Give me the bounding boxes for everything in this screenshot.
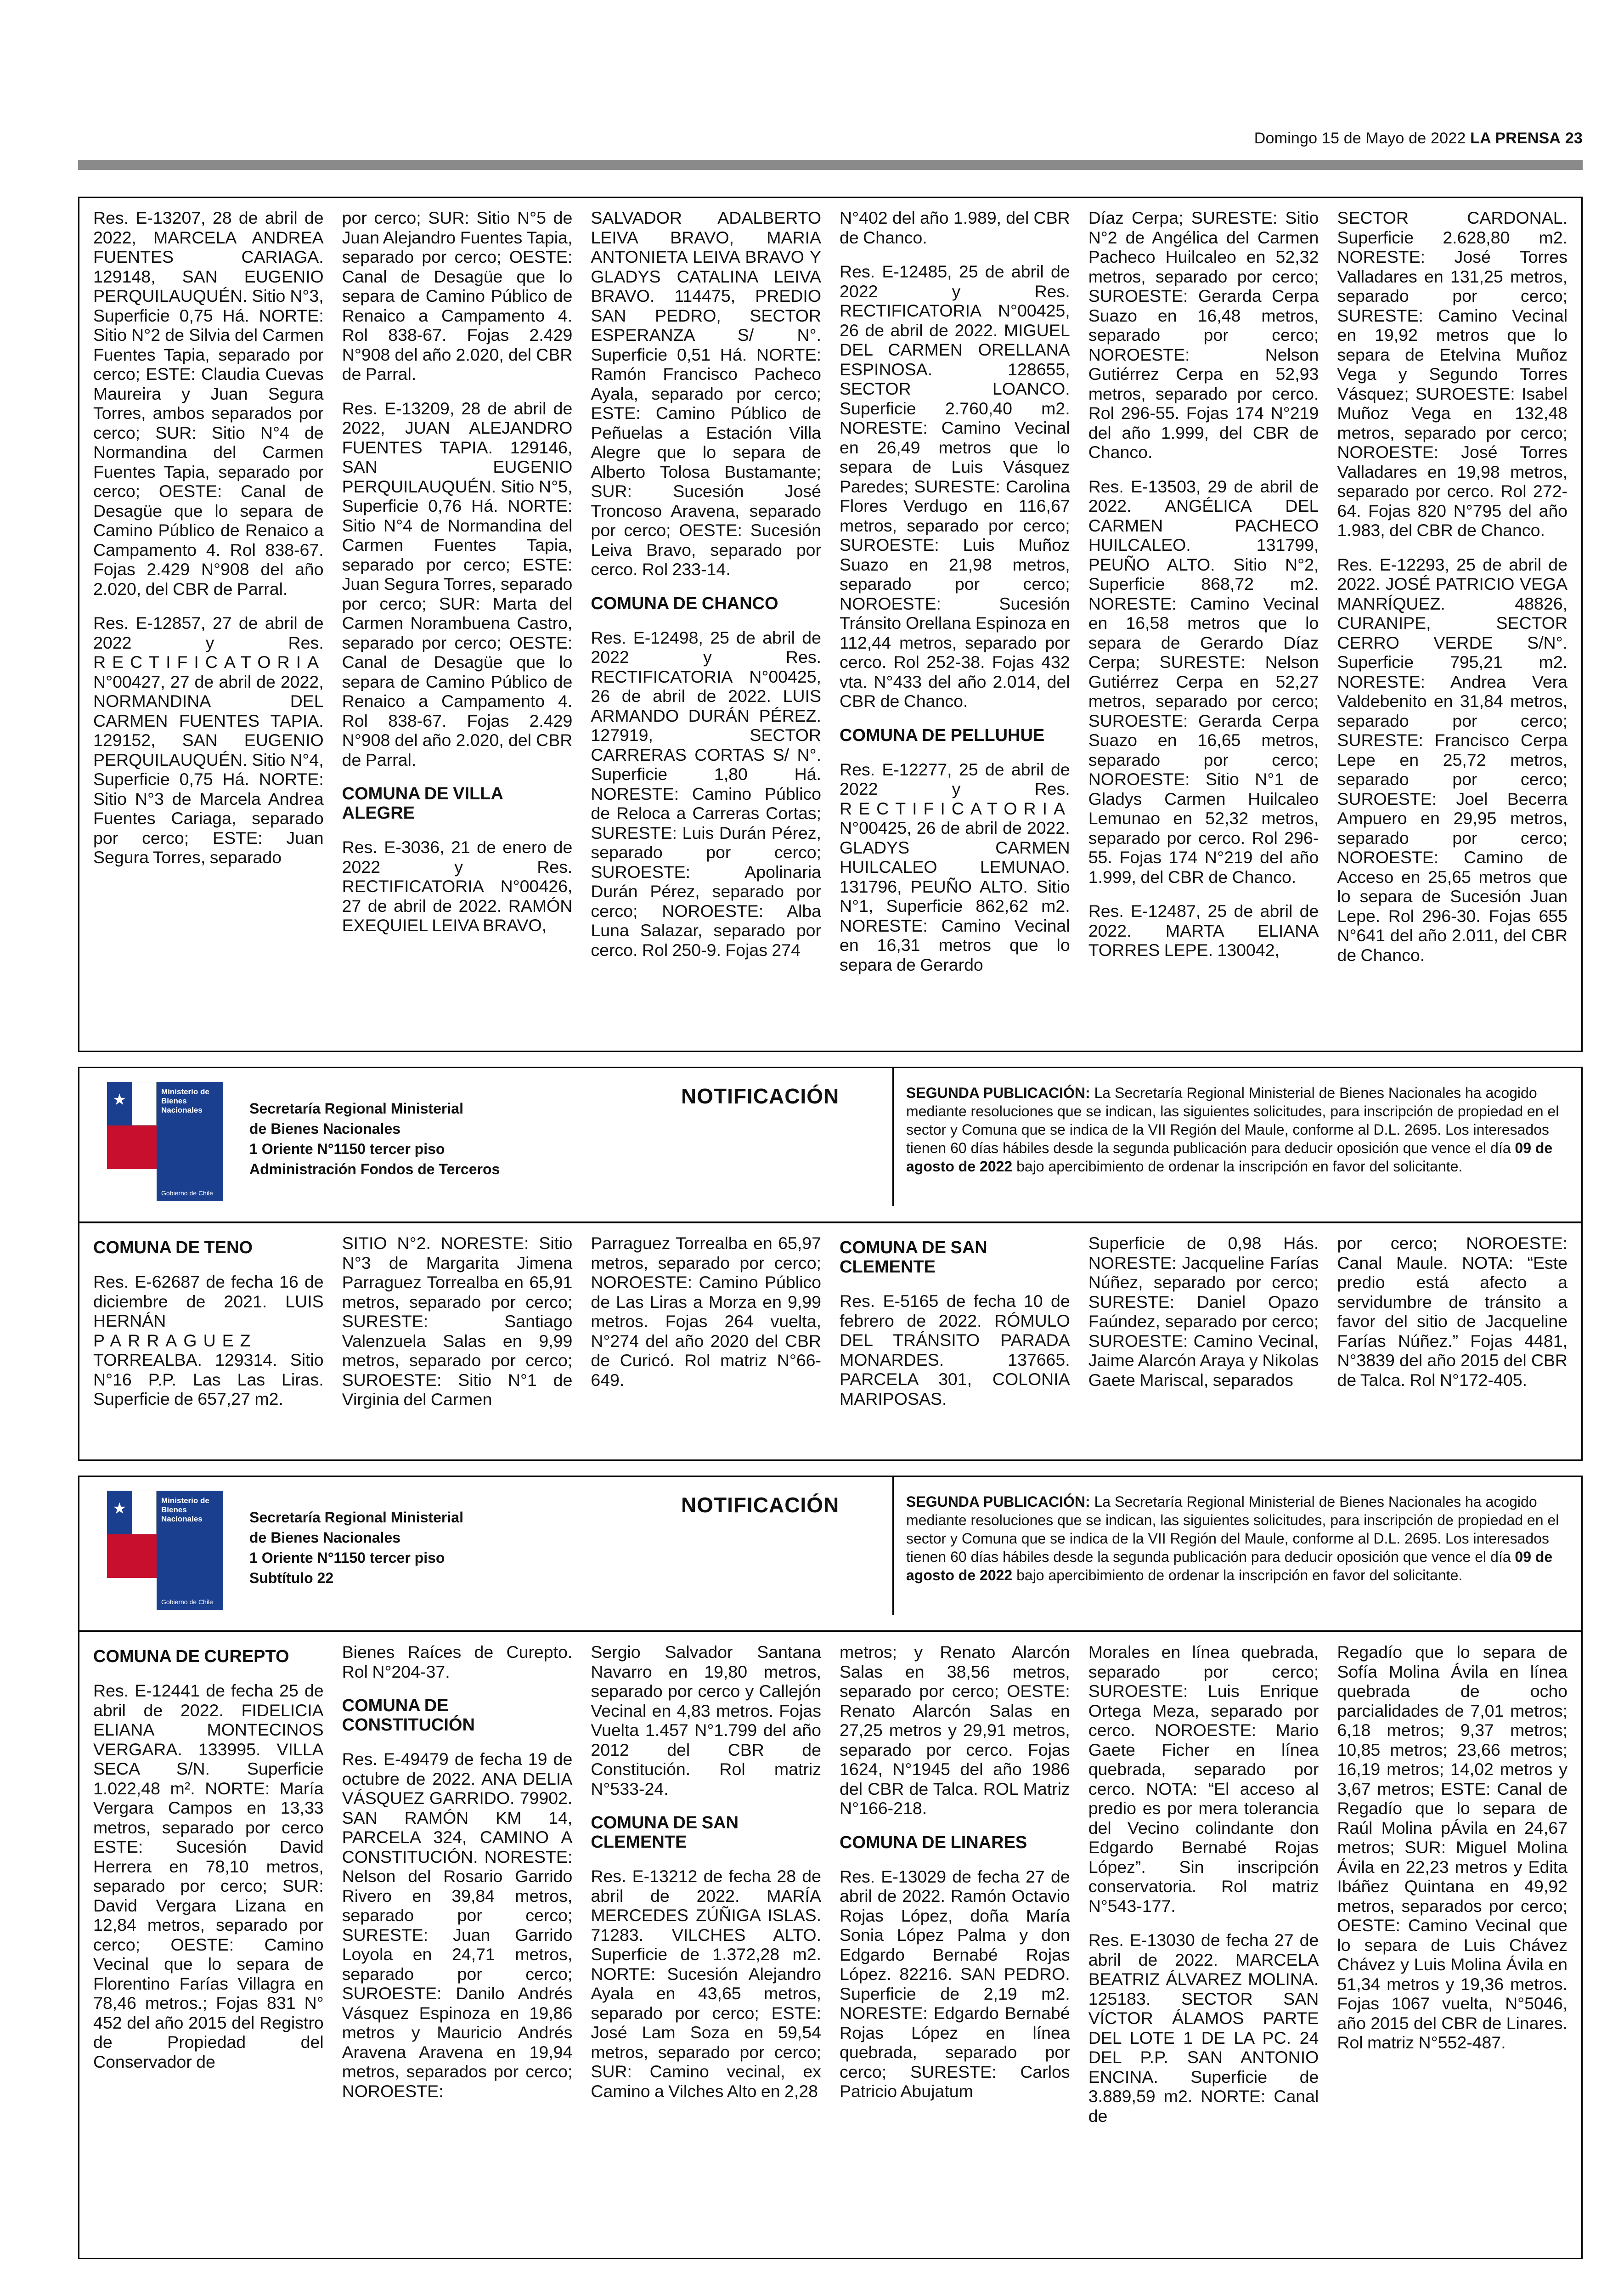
office-line: Administración Fondos de Terceros <box>249 1161 500 1177</box>
column <box>1088 208 1319 1046</box>
comuna-heading: COMUNA DE LINARES <box>840 1832 1027 1852</box>
column <box>591 208 821 1046</box>
notice-text: N°402 del año 1.989, del CBR de Chanco. <box>840 208 1070 247</box>
notification-lead: SEGUNDA PUBLICACIÓN: <box>906 1085 1090 1101</box>
notice-text: Res. E-12498, 25 de abril de 2022 y Res. RECTIFICATORIA N°00425, 26 de abril de 2022. LUIS ARMANDO DURÁN PÉREZ. 127919, SECTOR CARRERAS CORTAS S/ N°. Superficie 1,80 Há. NORESTE: Camino Público de Reloca a Carreras Cortas; SURESTE: Luis Durán Pérez, separado por cerco; SUROESTE: Apolinaria Durán Pérez, separado por cerco; NOROESTE: Alba Luna Salazar, separado por cerco. Rol 250-9. Fojas 274 <box>591 628 822 960</box>
notice-text: Res. E-12441 de fecha 25 de abril de 2022. FIDELICIA ELIANA MONTECINOS VERGARA. 133995. VILLA SECA S/N. Superficie 1.022,48 m². NORTE: María Vergara Campos en 13,33 metros, separado por cerco ESTE: Sucesión David Herrera en 78,10 metros, separado por cerco; SUR: David Vergara Lizana en 12,84 metros, separado por cerco; OESTE: Camino Vecinal que lo separa de Florentino Farías Villagra en 78,46 metros.; Fojas 831 N° 452 del año 2015 del Registro de Propiedad del Conservador de <box>93 1681 324 2071</box>
spaced-surname: PARRAGUEZ <box>93 1330 257 1350</box>
column <box>591 1233 821 1455</box>
logo-ministry-text: Ministerio de Bienes Nacionales <box>161 1087 209 1114</box>
notice-text: SECTOR CARDONAL. Superficie 2.628,80 m2. NORESTE: José Torres Valladares en 131,25 metros, separado por cerco; SURESTE: Camino Vecinal en 19,92 metros que lo separa de Etelvina Muñoz Vega y Segundo Torres Vásquez; SUROESTE: Isabel Muñoz Vega en 132,48 metros, separado por cerco; NOROESTE: José Torres Valladares en 19,98 metros, separado por cerco. Rol 272-64. Fojas 820 N°795 del año 1.983, del CBR de Chanco. <box>1337 208 1568 540</box>
column <box>1337 208 1568 1046</box>
notification-title: NOTIFICACIÓN <box>681 1493 840 1517</box>
notification-deadline: 09 de agosto de 2022 <box>906 1140 1553 1175</box>
rectificatoria-label: RECTIFICATORIA <box>840 798 1072 818</box>
office-line: de Bienes Nacionales <box>249 1120 401 1137</box>
notification-title: NOTIFICACIÓN <box>681 1084 840 1108</box>
notice-text: por cerco; NOROESTE: Canal Maule. NOTA: “Este predio está afecto a servidumbre de tránsito a favor del sitio de Jacqueline Farías Núñez.” Fojas 4481, N°3839 del año 2015 del CBR de Talca. Rol N°172-405. <box>1337 1233 1568 1390</box>
notice-text: Res. E-12485, 25 de abril de 2022 y Res. RECTIFICATORIA N°00425, 26 de abril de 2022. MIGUEL DEL CARMEN ORELLANA ESPINOSA. 128655, SECTOR LOANCO. Superficie 2.760,40 m2. NORESTE: Camino Vecinal en 26,49 metros que lo separa de Luis Vásquez Paredes; SURESTE: Carolina Flores Verdugo en 116,67 metros, separado por cerco; SUROESTE: Luis Muñoz Suazo en 21,98 metros, separado por cerco; NOROESTE: Sucesión Tránsito Orellana Espinoza en 112,44 metros, separado por cerco. Rol 252-38. Fojas 432 vta. N°433 del año 2.014, del CBR de Chanco. <box>840 262 1070 711</box>
notice-text: Res. E-13503, 29 de abril de 2022. ANGÉLICA DEL CARMEN PACHECO HUILCALEO. 131799, PEUÑO ALTO. Sitio N°2, Superficie 868,72 m2. NORESTE: Camino Vecinal en 16,58 metros que lo separa de Gerardo Díaz Cerpa; SURESTE: Nelson Gutiérrez Cerpa en 52,27 metros, separado por cerco; SUROESTE: Gerarda Cerpa Suazo en 16,65 metros, separado por cerco; NOROESTE: Sitio N°1 de Gladys Carmen Huilcaleo Lemunao en 52,32 metros, separado por cerco. Rol 296-55. Fojas 174 N°219 del año 1.999, del CBR de Chanco. <box>1088 476 1319 887</box>
chile-flag-icon: ★ <box>107 1082 157 1169</box>
notice-text: Res. E-5165 de fecha 10 de febrero de 2022. RÓMULO DEL TRÁNSITO PARADA MONARDES. 137665. PARCELA 301, COLONIA MARIPOSAS. <box>840 1291 1070 1408</box>
chile-flag-icon: ★ <box>107 1491 157 1578</box>
notification-text: La Secretaría Regional Ministerial de Bienes Nacionales ha acogido mediante resoluciones que se indican, las siguientes solicitudes, para inscripción de propiedad en el sector y Comuna que se indica de la VII Región del Maule, conforme al D.L. 2695. Los interesados tienen 60 días hábiles desde la segunda publicación para deducir oposición que vence el día <box>906 1493 1559 1565</box>
logo-ministry-text: Ministerio de Bienes Nacionales <box>161 1496 209 1523</box>
office-line: Secretaría Regional Ministerial <box>249 1509 463 1526</box>
notice-text: Bienes Raíces de Curepto. Rol N°204-37. <box>342 1642 573 1681</box>
notice-text: Res. E-13029 de fecha 27 de abril de 2022. Ramón Octavio Rojas López, doña María Sonia López Palma y don Edgardo Bernabé Rojas López. 82216. SAN PEDRO. Superficie de 2,19 m2. NORESTE: Edgardo Bernabé Rojas López en línea quebrada, separado por cerco; SURESTE: Carlos Patricio Abujatum <box>840 1866 1070 2101</box>
comuna-heading: COMUNA DE SAN CLEMENTE <box>840 1238 987 1277</box>
notices-block-3 <box>78 1631 1583 2259</box>
notices-block-1 <box>78 197 1583 1052</box>
column <box>1088 1642 1319 2253</box>
ministry-logo-panel <box>157 1491 223 1610</box>
notice-text: metros; y Renato Alarcón Salas en 38,56 metros, separado por cerco; OESTE: Renato Alarcón Salas en 27,25 metros y 29,91 metros, separado por cerco. Fojas 1624, N°1945 del año 1986 del CBR de Talca. ROL Matriz N°166-218. <box>840 1642 1070 1818</box>
notice-text: SITIO N°2. NORESTE: Sitio N°3 de Margarita Jimena Parraguez Torrealba en 65,91 metros, separado por cerco; SURESTE: Santiago Valenzuela Salas en 9,99 metros, separado por cerco; SUROESTE: Sitio N°1 de Virginia del Carmen <box>342 1233 573 1409</box>
notification-text: La Secretaría Regional Ministerial de Bienes Nacionales ha acogido mediante resoluciones que se indican, las siguientes solicitudes, para inscripción de propiedad en el sector y Comuna que se indica de la VII Región del Maule, conforme al D.L. 2695. Los interesados tienen 60 días hábiles desde la segunda publicación para deducir oposición que vence el día <box>906 1085 1559 1156</box>
rectificatoria-label: RECTIFICATORIA <box>93 652 326 672</box>
page-header <box>1254 130 1583 147</box>
office-line: 1 Oriente N°1150 tercer piso <box>249 1141 445 1157</box>
logo-government-text: Gobierno de Chile <box>161 1598 213 1606</box>
office-line: 1 Oriente N°1150 tercer piso <box>249 1549 445 1566</box>
notice-text: Morales en línea quebrada, separado por cerco; SUROESTE: Luis Enrique Ortega Meza, separado por cerco. NOROESTE: Mario Gaete Ficher en línea quebrada, separado por cerco. NOTA: “El acceso al predio es por mera tolerancia del Vecino colindante don Edgardo Bernabé Rojas López”. Sin inscripción conservatoria. Rol matriz N°543-177. <box>1088 1642 1319 1916</box>
notice-text-part: Res. E-62687 de fecha 16 de diciembre de 2021. LUIS HERNÁN <box>93 1272 324 1330</box>
notification-body <box>906 1084 1570 1176</box>
column <box>1337 1642 1568 2253</box>
column <box>591 1642 821 2253</box>
column <box>342 1642 573 2253</box>
notice-text: Sergio Salvador Santana Navarro en 19,80 metros, separado por cerco y Callejón Vecinal en 4,83 metros. Fojas Vuelta 1.457 N°1.799 del año 2012 del CBR de Constitución. Rol matriz N°533-24. <box>591 1642 822 1798</box>
notice-text-part: N°00425, 26 de abril de 2022. GLADYS CARMEN HUILCALEO LEMUNAO. 131796, PEUÑO ALTO. Sitio N°1, Superficie 862,62 m2. NORESTE: Camino Vecinal en 16,31 metros que lo separa de Gerardo <box>840 818 1070 974</box>
notification-lead: SEGUNDA PUBLICACIÓN: <box>906 1493 1090 1510</box>
notification-deadline: 09 de agosto de 2022 <box>906 1549 1553 1583</box>
comuna-heading: COMUNA DE VILLA ALEGRE <box>342 784 503 823</box>
header-page-number: 23 <box>1565 130 1583 147</box>
notification-banner-2 <box>78 1476 1583 1632</box>
notice-text: Díaz Cerpa; SURESTE: Sitio N°2 de Angélica del Carmen Pacheco Huilcaleo en 52,32 metros, separado por cerco; SUROESTE: Gerarda Cerpa Suazo en 16,48 metros, separado por cerco; NOROESTE: Nelson Gutiérrez Cerpa en 52,93 metros, separado por cerco. Rol 296-55. Fojas 174 N°219 del año 1.999, del CBR de Chanco. <box>1088 208 1319 462</box>
column <box>93 1642 324 2253</box>
notification-banner-1 <box>78 1067 1583 1223</box>
notice-text <box>93 613 324 867</box>
ministry-logo <box>107 1491 226 1610</box>
comuna-heading: COMUNA DE PELLUHUE <box>840 725 1045 745</box>
notice-text-part: N°00427, 27 de abril de 2022, NORMANDINA DEL CARMEN FUENTES TAPIA. 129152, SAN EUGENIO PERQUILAUQUÉN. Sitio N°4, Superficie 0,75 Há. NORTE: Sitio N°3 de Marcela Andrea Fuentes Cariaga, separado por cerco; ESTE: Juan Segura Torres, separado <box>93 672 324 867</box>
notice-text: Res. E-13212 de fecha 28 de abril de 2022. MARÍA MERCEDES ZÚÑIGA ISLAS. 71283. VILCHES ALTO. Superficie de 1.372,28 m2. NORTE: Sucesión Alejandro Ayala en 43,65 metros, separado por cerco; ESTE: José Lam Soza en 59,54 metros, separado por cerco; SUR: Camino vecinal, ex Camino a Vilches Alto en 2,28 <box>591 1866 822 2101</box>
ministry-logo-panel <box>157 1082 223 1201</box>
notice-text: Regadío que lo separa de Sofía Molina Ávila en línea quebrada de ocho parcialidades de 7,01 metros; 6,18 metros; 9,37 metros; 10,85 metros; 23,66 metros; 16,19 metros; 14,02 metros y 3,67 metros; ESTE: Canal de Regadío que lo separa de Raúl Molina pÁvila en 24,67 metros; SUR: Miguel Molina Ávila en 22,23 metros y Edita Ibáñez Quintana en 49,92 metros, separados por cerco; OESTE: Camino Vecinal que lo separa de Luis Chávez Chávez y Luis Molina Ávila en 51,34 metros y 19,36 metros. Fojas 1067 vuelta, N°5046, año 2015 del CBR de Linares. Rol matriz N°552-487. <box>1337 1642 1568 2052</box>
column <box>93 1233 324 1455</box>
notice-text: Res. E-13209, 28 de abril de 2022, JUAN ALEJANDRO FUENTES TAPIA. 129146, SAN EUGENIO PERQUILAUQUÉN. Sitio N°5, Superficie 0,76 Há. NORTE: Sitio N°4 de Normandina del Carmen Fuentes Tapia, separado por cerco; ESTE: Juan Segura Torres, separado por cerco; SUR: Marta del Carmen Norambuena Castro, separado por cerco; OESTE: Canal de Desagüe que lo separa de Camino Público de Renaico a Campamento 4. Rol 838-67. Fojas 2.429 N°908 del año 2.020, del CBR de Parral. <box>342 398 573 769</box>
notice-text <box>840 760 1070 975</box>
office-line: de Bienes Nacionales <box>249 1529 401 1546</box>
comuna-heading: COMUNA DE CHANCO <box>591 594 778 613</box>
ministry-logo <box>107 1082 226 1201</box>
notice-text-part: Res. E-12857, 27 de abril de 2022 y Res. <box>93 613 324 652</box>
notice-text: Res. E-3036, 21 de enero de 2022 y Res. RECTIFICATORIA N°00426, 27 de abril de 2022. RAMÓN EXEQUIEL LEIVA BRAVO, <box>342 837 573 935</box>
notice-text: Res. E-49479 de fecha 19 de octubre de 2022. ANA DELIA VÁSQUEZ GARRIDO. 79902. SAN RAMÓN KM 14, PARCELA 324, CAMINO A CONSTITUCIÓN. NORESTE: Nelson del Rosario Garrido Rivero en 39,84 metros, separado por cerco; SURESTE: Juan Garrido Loyola en 24,71 metros, separado por cerco; SUROESTE: Danilo Andrés Vásquez Espinoza en 19,86 metros y Mauricio Andrés Aravena Aravena en 19,94 metros, separados por cerco; NOROESTE: <box>342 1749 573 2101</box>
column <box>1088 1233 1319 1455</box>
notice-text: por cerco; SUR: Sitio N°5 de Juan Alejandro Fuentes Tapia, separado por cerco; OESTE: Canal de Desagüe que lo separa de Camino Público de Renaico a Campamento 4. Rol 838-67. Fojas 2.429 N°908 del año 2.020, del CBR de Parral. <box>342 208 573 384</box>
logo-government-text: Gobierno de Chile <box>161 1189 213 1197</box>
notice-text: Res. E-12293, 25 de abril de 2022. JOSÉ PATRICIO VEGA MANRÍQUEZ. 48826, CURANIPE, SECTOR CERRO VERDE S/N°. Superficie 795,21 m2. NORESTE: Andrea Vera Valdebenito en 31,84 metros, separado por cerco; SURESTE: Francisco Cerpa Lepe en 25,72 metros, separado por cerco; SUROESTE: Joel Becerra Ampuero en 29,95 metros, separado por cerco; NOROESTE: Camino de Acceso en 25,65 metros que lo separa de Sucesión Juan Lepe. Rol 296-30. Fojas 655 N°641 del año 2.011, del CBR de Chanco. <box>1337 554 1568 965</box>
column <box>840 208 1070 1046</box>
notice-text: Parraguez Torrealba en 65,97 metros, separado por cerco; NOROESTE: Camino Público de Las Liras a Morza en 9,99 metros. Fojas 264 vuelta, N°274 del año 2020 del CBR de Curicó. Rol matriz N°66-649. <box>591 1233 822 1390</box>
office-line: Secretaría Regional Ministerial <box>249 1100 463 1117</box>
column <box>840 1642 1070 2253</box>
notice-text-part: TORREALBA. 129314. Sitio N°16 P.P. Las Las Liras. Superficie de 657,27 m2. <box>93 1350 324 1408</box>
divider <box>892 1477 894 1615</box>
notice-text: Superficie de 0,98 Hás. NORESTE: Jacqueline Farías Núñez, separado por cerco; SURESTE: Daniel Opazo Faúndez, separado por cerco; SUROESTE: Camino Vecinal, Jaime Alarcón Araya y Nikolas Gaete Mariscal, separados <box>1088 1233 1319 1390</box>
header-date: Domingo 15 de Mayo de 2022 <box>1254 130 1466 147</box>
notification-body <box>906 1493 1570 1584</box>
notice-text-part: Res. E-12277, 25 de abril de 2022 y Res. <box>840 759 1070 798</box>
comuna-heading: COMUNA DE CUREPTO <box>93 1647 289 1666</box>
notification-text: bajo apercibimiento de ordenar la inscripción en favor del solicitante. <box>1012 1158 1463 1175</box>
notice-text: Res. E-13030 de fecha 27 de abril de 2022. MARCELA BEATRIZ ÁLVAREZ MOLINA. 125183. SECTOR SAN VÍCTOR ÁLAMOS PARTE DEL LOTE 1 DE LA PC. 24 DEL P.P. SAN ANTONIO ENCINA. Superficie de 3.889,59 m2. NORTE: Canal de <box>1088 1930 1319 2126</box>
comuna-heading: COMUNA DE TENO <box>93 1238 253 1257</box>
office-address <box>249 1098 500 1179</box>
header-paper-name: LA PRENSA <box>1470 130 1561 147</box>
notice-text: Res. E-12487, 25 de abril de 2022. MARTA ELIANA TORRES LEPE. 130042, <box>1088 901 1319 960</box>
column <box>342 1233 573 1455</box>
comuna-heading: COMUNA DE SAN CLEMENTE <box>591 1813 739 1852</box>
comuna-heading: COMUNA DE CONSTITUCIÓN <box>342 1696 475 1735</box>
column <box>342 208 573 1046</box>
notice-text: Res. E-13207, 28 de abril de 2022, MARCELA ANDREA FUENTES CARIAGA. 129148, SAN EUGENIO PERQUILAUQUÉN. Sitio N°3, Superficie 0,75 Há. NORTE: Sitio N°2 de Silvia del Carmen Fuentes Tapia, separado por cerco; ESTE: Claudia Cuevas Maureira y Juan Segura Torres, ambos separados por cerco; SUR: Sitio N°4 de Normandina del Carmen Fuentes Tapia, separado por cerco; OESTE: Canal de Desagüe que lo separa de Camino Público de Renaico a Campamento 4. Rol 838-67. Fojas 2.429 N°908 del año 2.020, del CBR de Parral. <box>93 208 324 599</box>
notice-text <box>93 1272 324 1409</box>
office-address <box>249 1507 463 1588</box>
column <box>840 1233 1070 1455</box>
header-rule <box>78 160 1583 170</box>
column <box>1337 1233 1568 1455</box>
divider <box>892 1068 894 1206</box>
office-line: Subtítulo 22 <box>249 1570 334 1586</box>
notice-text: SALVADOR ADALBERTO LEIVA BRAVO, MARIA ANTONIETA LEIVA BRAVO Y GLADYS CATALINA LEIVA BRAVO. 114475, PREDIO SAN PEDRO, SECTOR ESPERANZA S/ N°. Superficie 0,51 Há. NORTE: Ramón Francisco Pacheco Ayala, separado por cerco; ESTE: Camino Público de Peñuelas a Estación Villa Alegre que lo separa de Alberto Tolosa Bustamante; SUR: Sucesión José Troncoso Aravena, separado por cerco; OESTE: Sucesión Leiva Bravo, separado por cerco. Rol 233-14. <box>591 208 822 579</box>
column <box>93 208 324 1046</box>
notification-text: bajo apercibimiento de ordenar la inscripción en favor del solicitante. <box>1012 1567 1463 1583</box>
notices-block-2 <box>78 1222 1583 1461</box>
